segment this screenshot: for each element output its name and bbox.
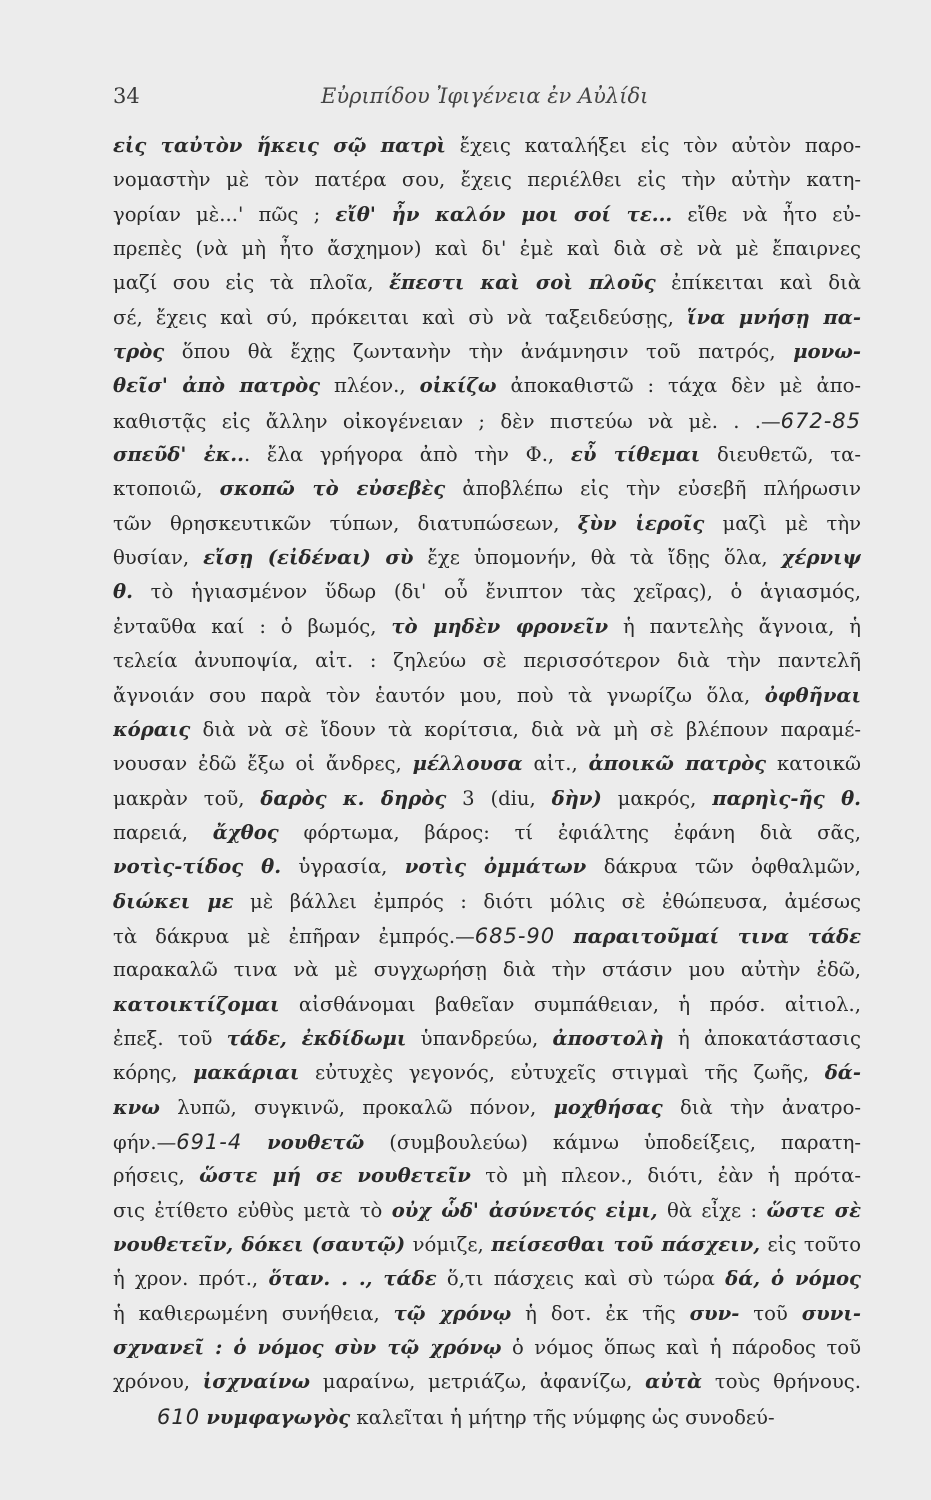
lemma: ξὺν ἱεροῖς: [577, 511, 705, 535]
gloss-text: σέ, ἔχεις καὶ σύ, πρόκειται καὶ σὺ νὰ ταξειδεύσῃς,: [113, 305, 688, 329]
gloss-text: [242, 1131, 267, 1154]
lemma: μέλλουσα: [412, 752, 523, 776]
gloss-text: πλέον.,: [320, 374, 420, 398]
lemma: τάδε, ἐκδίδωμι: [226, 1026, 407, 1050]
gloss-text: τὸ ἡγιασμένον ὕδωρ (δι' οὗ ἔνιπτον τὰς χεῖρας), ὁ ἁγιασμός,: [132, 580, 861, 604]
gloss-text: φόρτωμα, βάρος: τί ἐφιάλτης ἐφάνη διὰ σᾶς,: [278, 820, 861, 844]
lemma: ἀποστολὴ: [552, 1026, 664, 1050]
text-line: [113, 1159, 861, 1193]
lemma: πείσεσθαι τοῦ πάσχειν,: [491, 1233, 761, 1256]
lemma: εἴθ' ἦν καλόν μοι σοί τε...: [335, 202, 673, 226]
commentary-text: [113, 129, 861, 1434]
lemma: συν-: [689, 1301, 740, 1325]
gloss-text: αἰσθάνομαι βαθεῖαν συμπάθειαν, ἡ πρόσ. αἰτιολ.,: [279, 992, 861, 1016]
text-line: [113, 1297, 861, 1331]
text-line: [113, 129, 861, 163]
gloss-text: κόρης,: [113, 1061, 194, 1085]
gloss-text: νόμιζε,: [405, 1233, 492, 1256]
lemma: τὸ μηδὲν φρονεῖν: [391, 614, 609, 638]
text-line: [113, 1022, 861, 1056]
text-line: [113, 404, 861, 438]
gloss-text: νομαστὴν μὲ τὸν πατέρα σου, ἔχεις περιέλθει εἰς τὴν αὐτὴν κατη-: [113, 168, 861, 192]
gloss-text: καθιστᾷς εἰς ἄλλην οἰκογένειαν ; δὲν πιστεύω νὰ μὲ. . .—: [113, 409, 781, 433]
text-line: [113, 163, 861, 197]
lemma: κατοικτίζομαι: [113, 992, 280, 1016]
text-line: [113, 1091, 861, 1125]
gloss-text: διὰ νὰ σὲ ἴδουν τὰ κορίτσια, διὰ νὰ μὴ σὲ βλέπουν παραμέ-: [190, 717, 861, 741]
text-line: [113, 1194, 861, 1228]
lemma: εἴσῃ (εἰδέναι) σὺ: [203, 546, 414, 570]
lemma: συνι-: [801, 1301, 861, 1325]
lemma: κνω: [113, 1095, 160, 1119]
gloss-text: κτοποιῶ,: [113, 477, 220, 501]
page-number: 34: [113, 84, 140, 108]
lemma: εὖ τίθεμαι: [570, 443, 701, 467]
lemma: παρηὶς-ῆς θ.: [712, 786, 861, 810]
lemma: σπεῦδ' ἐκ..: [113, 443, 244, 467]
text-line: [113, 369, 861, 403]
gloss-text: ἔχε ὑπομονήν, θὰ τὰ ἴδῃς ὅλα,: [413, 546, 782, 570]
gloss-text: κατοικῶ: [766, 752, 861, 776]
gloss-text: αἰτ.,: [522, 752, 589, 776]
text-line: [113, 575, 861, 609]
lemma: οἰκίζω: [419, 374, 497, 398]
text-line: [113, 953, 861, 987]
text-line: [113, 885, 861, 919]
lemma: ἰσχναίνω: [202, 1370, 311, 1394]
text-line: [113, 747, 861, 781]
running-title: Εὐριπίδου Ἰφιγένεια ἐν Αὐλίδι: [321, 84, 649, 108]
lemma: ὅταν. . ., τάδε: [268, 1267, 437, 1291]
gloss-text: μαραίνω, μετριάζω, ἀφανίζω,: [310, 1370, 646, 1394]
text-line: [113, 335, 861, 369]
lemma: σχνανεῖ : ὁ νόμος σὺν τῷ χρόνῳ: [113, 1336, 502, 1360]
lemma: θεῖσ' ἀπὸ πατρὸς: [113, 374, 321, 398]
text-line: [113, 1262, 861, 1296]
text-line: [113, 507, 861, 541]
lemma: ἀποικῶ πατρὸς: [588, 752, 767, 776]
gloss-text: ὑπανδρεύω,: [406, 1026, 553, 1050]
lemma: ἄχθος: [212, 820, 279, 844]
lemma: ἔπεστι καὶ σοὶ πλοῦς: [389, 271, 656, 295]
gloss-text: τοῦ: [739, 1301, 802, 1325]
text-line: [113, 266, 861, 300]
gloss-text: εὐτυχὲς γεγονός, εὐτυχεῖς στιγμαὶ τῆς ζωῆς,: [299, 1061, 825, 1085]
gloss-text: εἰς τοῦτο: [760, 1233, 861, 1256]
gloss-text: χρόνου,: [113, 1370, 203, 1394]
gloss-text: διευθετῶ, τα-: [700, 443, 861, 467]
gloss-text: νουσαν ἐδῶ ἔξω οἱ ἄνδρες,: [113, 752, 413, 776]
lemma: νοτὶς ὀμμάτων: [404, 855, 587, 879]
gloss-text: ἐνταῦθα καί : ὁ βωμός,: [113, 614, 392, 638]
gloss-text: τοὺς θρήνους.: [702, 1370, 861, 1394]
gloss-text: μὲ βάλλει ἐμπρός : διότι μόλις σὲ ἐθώπευσα, ἀμέσως: [233, 889, 861, 913]
lemma: ὥστε μή σε νουθετεῖν: [199, 1164, 471, 1188]
gloss-text: λυπῶ, συγκινῶ, προκαλῶ πόνον,: [159, 1095, 554, 1119]
gloss-text: μακρὰν τοῦ,: [113, 786, 261, 810]
verse-number: 672-85: [780, 408, 861, 433]
gloss-text: ὁ νόμος ὅπως καὶ ἡ πάροδος τοῦ: [501, 1336, 861, 1360]
text-line: [113, 301, 861, 335]
text-line: [113, 232, 861, 266]
gloss-text: ἐπεξ. τοῦ: [113, 1026, 227, 1050]
gloss-text: φήν.—: [113, 1130, 177, 1154]
text-line: [113, 1400, 861, 1434]
text-line: [113, 472, 861, 506]
verse-number: 691-4: [176, 1129, 243, 1154]
lemma: δά-: [824, 1061, 861, 1085]
gloss-text: 3 (diu,: [446, 786, 552, 810]
gloss-text: ἔχεις καταλήξει εἰς τὸν αὐτὸν παρο-: [445, 134, 861, 157]
gloss-text: γορίαν μὲ...' πῶς ;: [113, 202, 336, 226]
gloss-text: ἡ παντελὴς ἄγνοια, ἡ: [608, 614, 861, 638]
gloss-text: τὸ μὴ πλεον., διότι, ἐὰν ἡ πρότα-: [470, 1164, 861, 1188]
lemma: παραιτοῦμαί τινα τάδε: [573, 924, 861, 948]
lemma: νοτὶς-τίδος θ.: [113, 855, 282, 879]
verse-number: 685-90: [474, 923, 556, 948]
text-line: [113, 1056, 861, 1090]
text-line: [113, 919, 861, 953]
gloss-text: μαζί σου εἰς τὰ πλοῖα,: [113, 271, 390, 295]
lemma: σκοπῶ τὸ εὐσεβὲς: [219, 477, 446, 501]
lemma: τῷ χρόνῳ: [393, 1301, 512, 1325]
gloss-text: θυσίαν,: [113, 546, 204, 570]
lemma: αὐτὰ: [645, 1370, 703, 1394]
gloss-text: πρεπὲς (νὰ μὴ ἦτο ἄσχημον) καὶ δι' ἐμὲ καὶ διὰ σὲ νὰ μὲ ἔπαιρνες: [113, 237, 861, 261]
lemma: μοχθήσας: [553, 1095, 663, 1119]
lemma: ὥστε σὲ: [766, 1198, 861, 1222]
gloss-text: μαζὶ μὲ τὴν: [704, 511, 861, 535]
lemma: ἵνα μνήσῃ πα-: [687, 305, 861, 329]
text-line: [113, 1331, 861, 1365]
gloss-text: ὅ,τι πάσχεις καὶ σὺ τώρα: [436, 1267, 726, 1291]
gloss-text: μακρός,: [601, 786, 713, 810]
gloss-text: ἡ χρον. πρότ.,: [113, 1267, 269, 1291]
lemma: δά, ὁ νόμος: [725, 1267, 861, 1291]
text-line: [113, 782, 861, 816]
lemma: ὀφθῆναι: [764, 683, 861, 707]
text-line: [113, 644, 861, 678]
gloss-text: (συμβουλεύω) κάμνω ὑποδείξεις, παρατη-: [364, 1130, 861, 1154]
lemma: δὴν): [551, 786, 602, 810]
gloss-text: ρήσεις,: [113, 1164, 200, 1188]
gloss-text: ἡ καθιερωμένη συνήθεια,: [113, 1301, 394, 1325]
lemma: διώκει με: [113, 889, 234, 913]
gloss-text: [555, 925, 573, 948]
gloss-text: ἡ δοτ. ἐκ τῆς: [511, 1301, 690, 1325]
lemma: νουθετῶ: [267, 1130, 365, 1154]
gloss-text: ἐπίκειται καὶ διὰ: [655, 271, 861, 295]
gloss-text: τὰ δάκρυα μὲ ἐπῆραν ἐμπρός.—: [113, 924, 475, 948]
lemma: νουθετεῖν, δόκει (σαυτῷ): [113, 1233, 406, 1256]
lemma: δαρὸς κ. δηρὸς: [260, 786, 447, 810]
gloss-text: διὰ τὴν ἀνατρο-: [662, 1095, 861, 1119]
gloss-text: εἴθε νὰ ἦτο εὐ-: [672, 202, 861, 226]
gloss-text: ἀποβλέπω εἰς τὴν εὐσεβῆ πλήρωσιν: [445, 477, 861, 501]
gloss-text: παρακαλῶ τινα νὰ μὲ συγχωρήσῃ διὰ τὴν στάσιν μου αὐτὴν ἐδῶ,: [113, 958, 861, 982]
text-line: [113, 988, 861, 1022]
lemma: κόραις: [113, 717, 191, 741]
text-line: [113, 541, 861, 575]
lemma: χέρνιψ: [781, 546, 861, 570]
gloss-text: θὰ εἶχε :: [657, 1198, 767, 1222]
gloss-text: τελεία ἀνυποψία, αἰτ. : ζηλεύω σὲ περισσότερον διὰ τὴν παντελῆ: [113, 649, 861, 673]
text-line: [113, 713, 861, 747]
text-line: [113, 1228, 861, 1262]
text-line: [113, 610, 861, 644]
gloss-text: ὑγρασία,: [281, 855, 405, 879]
text-line: [113, 1365, 861, 1399]
text-line: [113, 438, 861, 472]
lemma: μακάριαι: [193, 1061, 300, 1085]
text-line: [113, 816, 861, 850]
verse-number: 610: [157, 1404, 201, 1429]
gloss-text: ἄγνοιάν σου παρὰ τὸν ἑαυτόν μου, ποὺ τὰ γνωρίζω ὅλα,: [113, 683, 765, 707]
text-line: [113, 679, 861, 713]
gloss-text: ἡ ἀποκατάστασις: [663, 1026, 861, 1050]
lemma: τρὸς: [113, 340, 165, 364]
lemma: μονω-: [793, 340, 861, 364]
gloss-text: ὅπου θὰ ἔχῃς ζωντανὴν τὴν ἀνάμνησιν τοῦ πατρός,: [164, 340, 794, 364]
text-line: [113, 198, 861, 232]
page-header: [113, 84, 861, 118]
gloss-text: . ἔλα γρήγορα ἀπὸ τὴν Φ.,: [243, 443, 571, 467]
gloss-text: καλεῖται ἡ μήτηρ τῆς νύμφης ὡς συνοδεύ-: [350, 1405, 775, 1429]
gloss-text: παρειά,: [113, 820, 213, 844]
gloss-text: ἀποκαθιστῶ : τάχα δὲν μὲ ἀπο-: [496, 374, 861, 398]
gloss-text: σις ἐτίθετο εὐθὺς μετὰ τὸ: [113, 1198, 392, 1222]
gloss-text: τῶν θρησκευτικῶν τύπων, διατυπώσεων,: [113, 511, 578, 535]
lemma: εἰς ταὐτὸν ἥκεις σῷ πατρὶ: [113, 134, 446, 157]
gloss-text: δάκρυα τῶν ὀφθαλμῶν,: [586, 855, 861, 879]
lemma: οὐχ ὧδ' ἀσύνετός εἰμι,: [391, 1198, 658, 1222]
text-line: [113, 1125, 861, 1159]
lemma: νυμφαγωγὸς: [206, 1405, 351, 1429]
lemma: θ.: [113, 580, 133, 604]
text-line: [113, 850, 861, 884]
